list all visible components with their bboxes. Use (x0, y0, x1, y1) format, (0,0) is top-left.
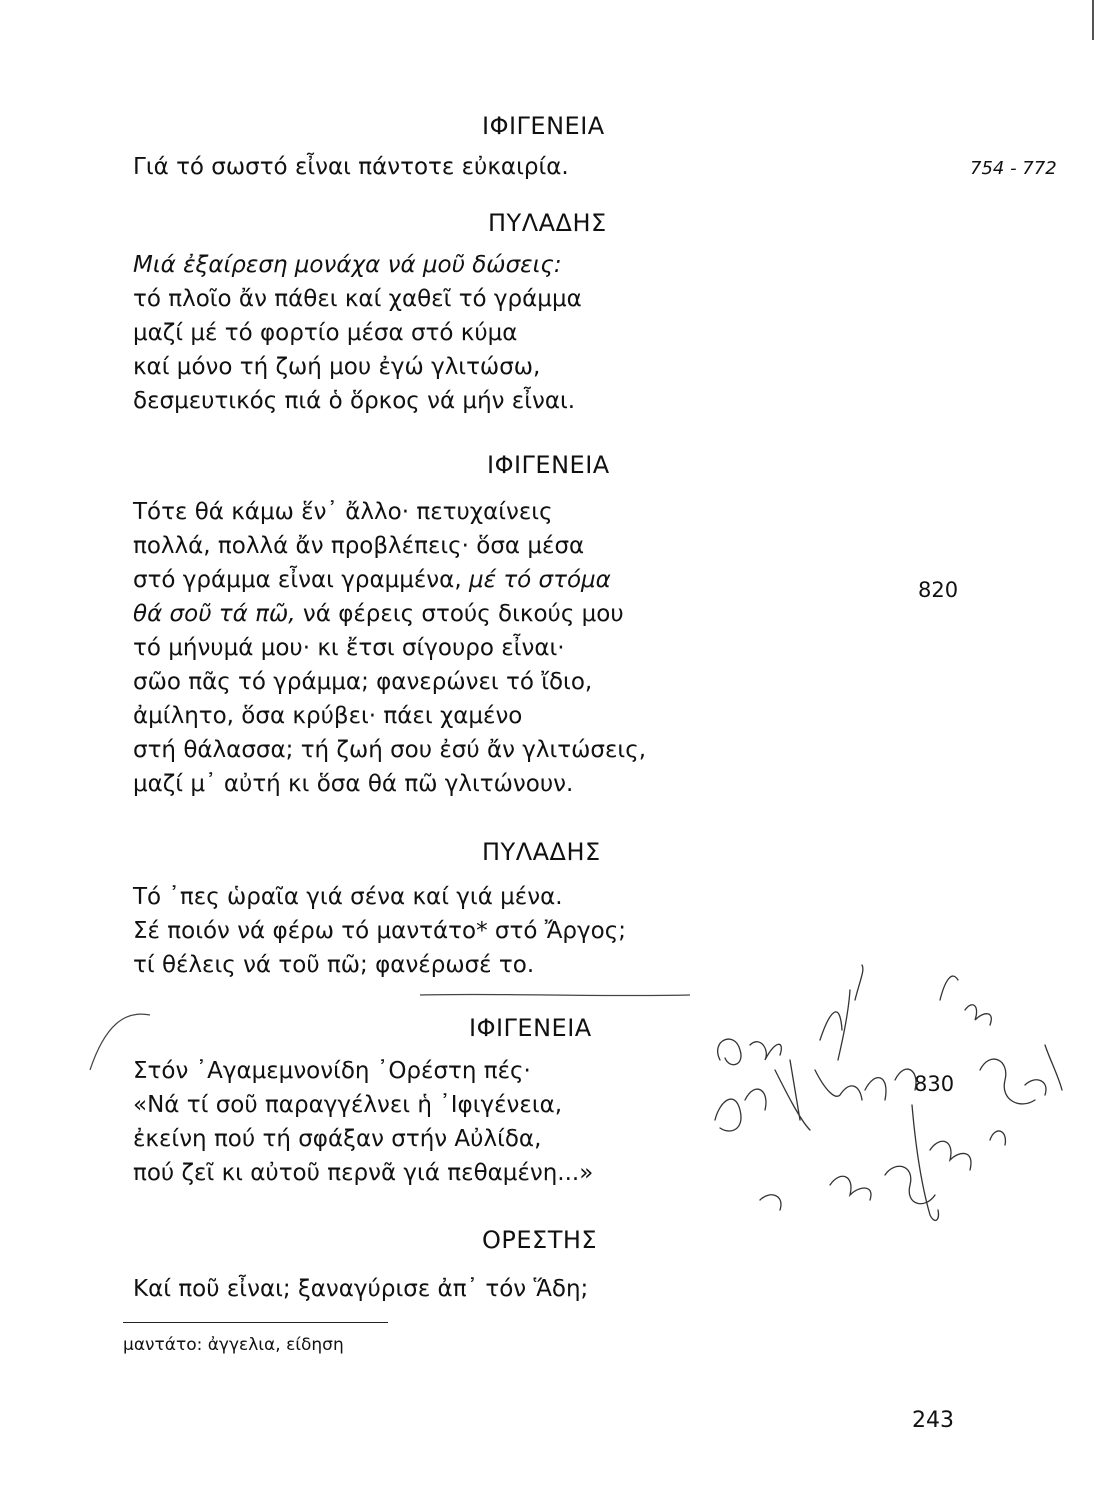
speaker-label: ΙΦΙΓΕΝΕΙΑ (487, 451, 610, 479)
handwritten-annotation (690, 950, 1070, 1250)
verse-line: τί θέλεις νά τοῦ πῶ; φανέρωσέ το. (133, 952, 535, 978)
verse-line: Σέ ποιόν νά φέρω τό μαντάτο* στό Ἄργος; (133, 918, 626, 944)
verse-line: Τό ᾽πες ὡραῖα γιά σένα καί γιά μένα. (133, 884, 563, 910)
verse-block (133, 495, 646, 801)
verse-segment: νά φέρεις στούς δικούς μου (295, 601, 624, 627)
verse-block (133, 1272, 588, 1306)
verse-line: τό μήνυμά μου· κι ἔτσι σίγουρο εἶναι· (133, 635, 565, 661)
verse-segment: στό γράμμα εἶναι γραμμένα, (133, 567, 469, 593)
speaker-label: ΟΡΕΣΤΗΣ (482, 1226, 598, 1254)
verse-block (133, 1054, 593, 1190)
verse-line: Γιά τό σωστό εἶναι πάντοτε εὐκαιρία. (133, 154, 569, 180)
verse-line: Καί ποῦ εἶναι; ξαναγύρισε ἀπ᾽ τόν Ἅδη; (133, 1276, 589, 1302)
scan-edge-mark (1092, 0, 1094, 40)
verse-line: καί μόνο τή ζωή μου ἐγώ γλιτώσω, (133, 354, 541, 380)
margin-line-number: 820 (918, 578, 959, 602)
verse-line: Τότε θά κάμω ἕν᾽ ἄλλο· πετυχαίνεις (133, 499, 553, 525)
verse-block (133, 880, 626, 982)
verse-line: δεσμευτικός πιά ὁ ὅρκος νά μήν εἶναι. (133, 388, 576, 414)
speaker-label: ΠΥΛΑΔΗΣ (482, 838, 601, 866)
verse-segment-italic: θά σοῦ τά πῶ, (133, 601, 296, 627)
verse-line: μαζί μ᾽ αὐτή κι ὅσα θά πῶ γλιτώνουν. (133, 771, 574, 797)
speaker-label: ΠΥΛΑΔΗΣ (488, 209, 607, 237)
verse-line: ἐκείνη πού τή σφάξαν στήν Αὐλίδα, (133, 1126, 542, 1152)
footnote: μαντάτο: ἀγγελια, είδηση (123, 1335, 344, 1355)
margin-line-number: 830 (914, 1072, 955, 1096)
verse-line (133, 563, 646, 597)
speaker-label: ΙΦΙΓΕΝΕΙΑ (469, 1014, 592, 1042)
footnote-divider (123, 1322, 388, 1323)
verse-line: Μιά ἐξαίρεση μονάχα νά μοῦ δώσεις: (133, 252, 562, 278)
verse-line (133, 597, 646, 631)
verse-line: πολλά, πολλά ἄν προβλέπεις· ὅσα μέσα (133, 533, 585, 559)
verse-line: πού ζεῖ κι αὐτοῦ περνᾶ γιά πεθαμένη...» (133, 1160, 594, 1186)
verse-line: Στόν ᾽Αγαμεμνονίδη ᾽Ορέστη πές· (133, 1058, 531, 1084)
speaker-label: ΙΦΙΓΕΝΕΙΑ (482, 112, 605, 140)
verse-line: τό πλοῖο ἄν πάθει καί χαθεῖ τό γράμμα (133, 286, 582, 312)
page-number: 243 (912, 1408, 954, 1433)
verse-block (133, 248, 582, 418)
verse-line: «Νά τί σοῦ παραγγέλνει ἡ ᾽Ιφιγένεια, (133, 1092, 563, 1118)
verse-line: μαζί μέ τό φορτίο μέσα στό κύμα (133, 320, 518, 346)
line-reference: 754 - 772 (970, 158, 1057, 179)
verse-segment-italic: μέ τό στόμα (468, 567, 611, 593)
verse-line: στή θάλασσα; τή ζωή σου ἐσύ ἄν γλιτώσεις, (133, 737, 647, 763)
verse-line: ἀμίλητο, ὅσα κρύβει· πάει χαμένο (133, 703, 523, 729)
verse-line: σῶο πᾶς τό γράμμα; φανερώνει τό ἴδιο, (133, 669, 593, 695)
verse-block (133, 150, 569, 184)
